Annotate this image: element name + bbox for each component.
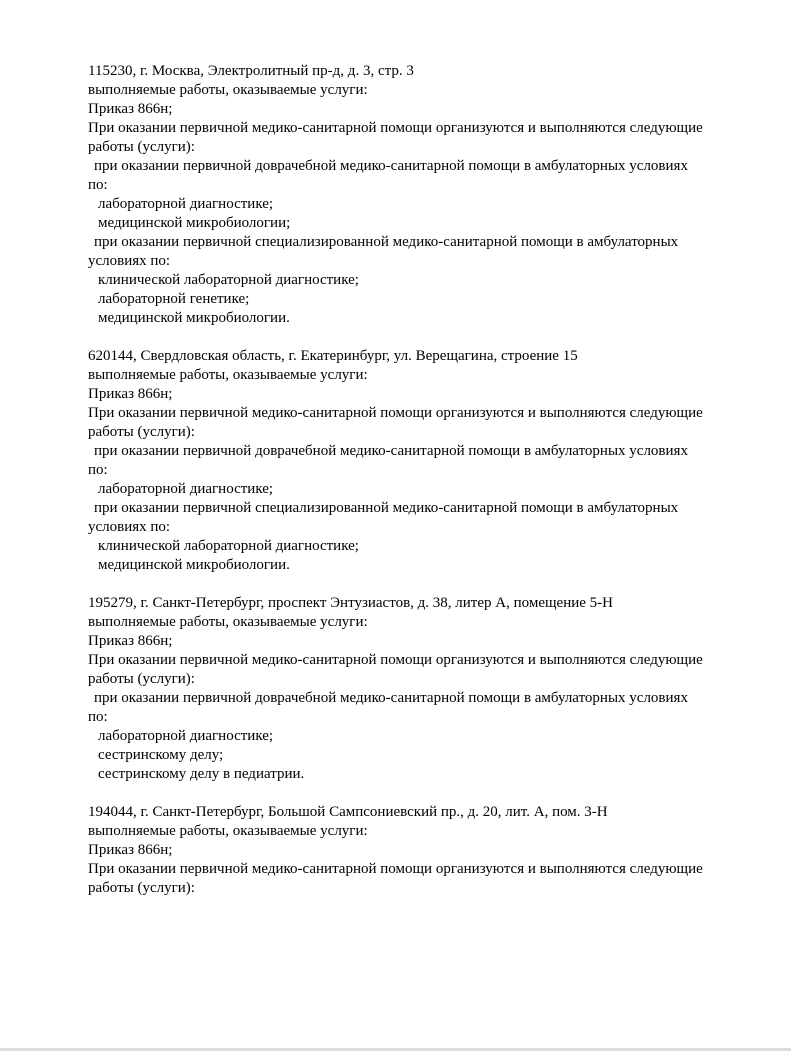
text-line: лабораторной диагностике; xyxy=(98,196,274,212)
text-line: выполняемые работы, оказываемые услуги: xyxy=(88,823,368,839)
text-line: работы (услуги): xyxy=(88,424,195,440)
text-line: выполняемые работы, оказываемые услуги: xyxy=(88,614,368,630)
text-line: при оказании первичной доврачебной медико-санитарной помощи в амбулаторных условиях xyxy=(94,690,688,706)
text-line: лабораторной диагностике; xyxy=(98,481,274,497)
text-line: При оказании первичной медико-санитарной помощи организуются и выполняются следующие xyxy=(88,120,703,136)
text-line: при оказании первичной доврачебной медико-санитарной помощи в амбулаторных условиях xyxy=(94,158,688,174)
text-line: сестринскому делу в педиатрии. xyxy=(98,766,305,782)
text-line: выполняемые работы, оказываемые услуги: xyxy=(88,367,368,383)
text-line: клинической лабораторной диагностике; xyxy=(98,538,359,554)
text-line: медицинской микробиологии; xyxy=(98,215,291,231)
address-block xyxy=(88,594,748,784)
text-line: Приказ 866н; xyxy=(88,633,173,649)
address-line: 620144, Свердловская область, г. Екатеринбург, ул. Верещагина, строение 15 xyxy=(88,348,578,364)
text-line: медицинской микробиологии. xyxy=(98,557,290,573)
text-line: по: xyxy=(88,709,108,725)
text-line: по: xyxy=(88,177,108,193)
address-block xyxy=(88,62,748,328)
text-line: лабораторной генетике; xyxy=(98,291,250,307)
text-line: лабораторной диагностике; xyxy=(98,728,274,744)
text-line: при оказании первичной специализированной медико-санитарной помощи в амбулаторных xyxy=(94,234,679,250)
text-line: Приказ 866н; xyxy=(88,101,173,117)
text-line: условиях по: xyxy=(88,519,171,535)
text-line: При оказании первичной медико-санитарной помощи организуются и выполняются следующие xyxy=(88,652,703,668)
text-line: Приказ 866н; xyxy=(88,386,173,402)
text-line: клинической лабораторной диагностике; xyxy=(98,272,359,288)
text-line: При оказании первичной медико-санитарной помощи организуются и выполняются следующие xyxy=(88,861,703,877)
text-line: при оказании первичной доврачебной медико-санитарной помощи в амбулаторных условиях xyxy=(94,443,688,459)
text-line: работы (услуги): xyxy=(88,671,195,687)
text-line: работы (услуги): xyxy=(88,880,195,896)
license-works-document xyxy=(88,62,748,898)
text-line: по: xyxy=(88,462,108,478)
text-line: При оказании первичной медико-санитарной помощи организуются и выполняются следующие xyxy=(88,405,703,421)
text-line: при оказании первичной специализированной медико-санитарной помощи в амбулаторных xyxy=(94,500,679,516)
text-line: работы (услуги): xyxy=(88,139,195,155)
address-line: 115230, г. Москва, Электролитный пр-д, д. 3, стр. 3 xyxy=(88,63,414,79)
text-line: условиях по: xyxy=(88,253,171,269)
text-line: Приказ 866н; xyxy=(88,842,173,858)
horizontal-scrollbar-track[interactable] xyxy=(0,1048,791,1051)
address-block xyxy=(88,347,748,575)
address-line: 195279, г. Санкт-Петербург, проспект Энтузиастов, д. 38, литер А, помещение 5-Н xyxy=(88,595,613,611)
address-line: 194044, г. Санкт-Петербург, Большой Сампсониевский пр., д. 20, лит. А, пом. 3-Н xyxy=(88,804,608,820)
address-block xyxy=(88,803,748,898)
text-line: сестринскому делу; xyxy=(98,747,224,763)
text-line: медицинской микробиологии. xyxy=(98,310,290,326)
text-line: выполняемые работы, оказываемые услуги: xyxy=(88,82,368,98)
